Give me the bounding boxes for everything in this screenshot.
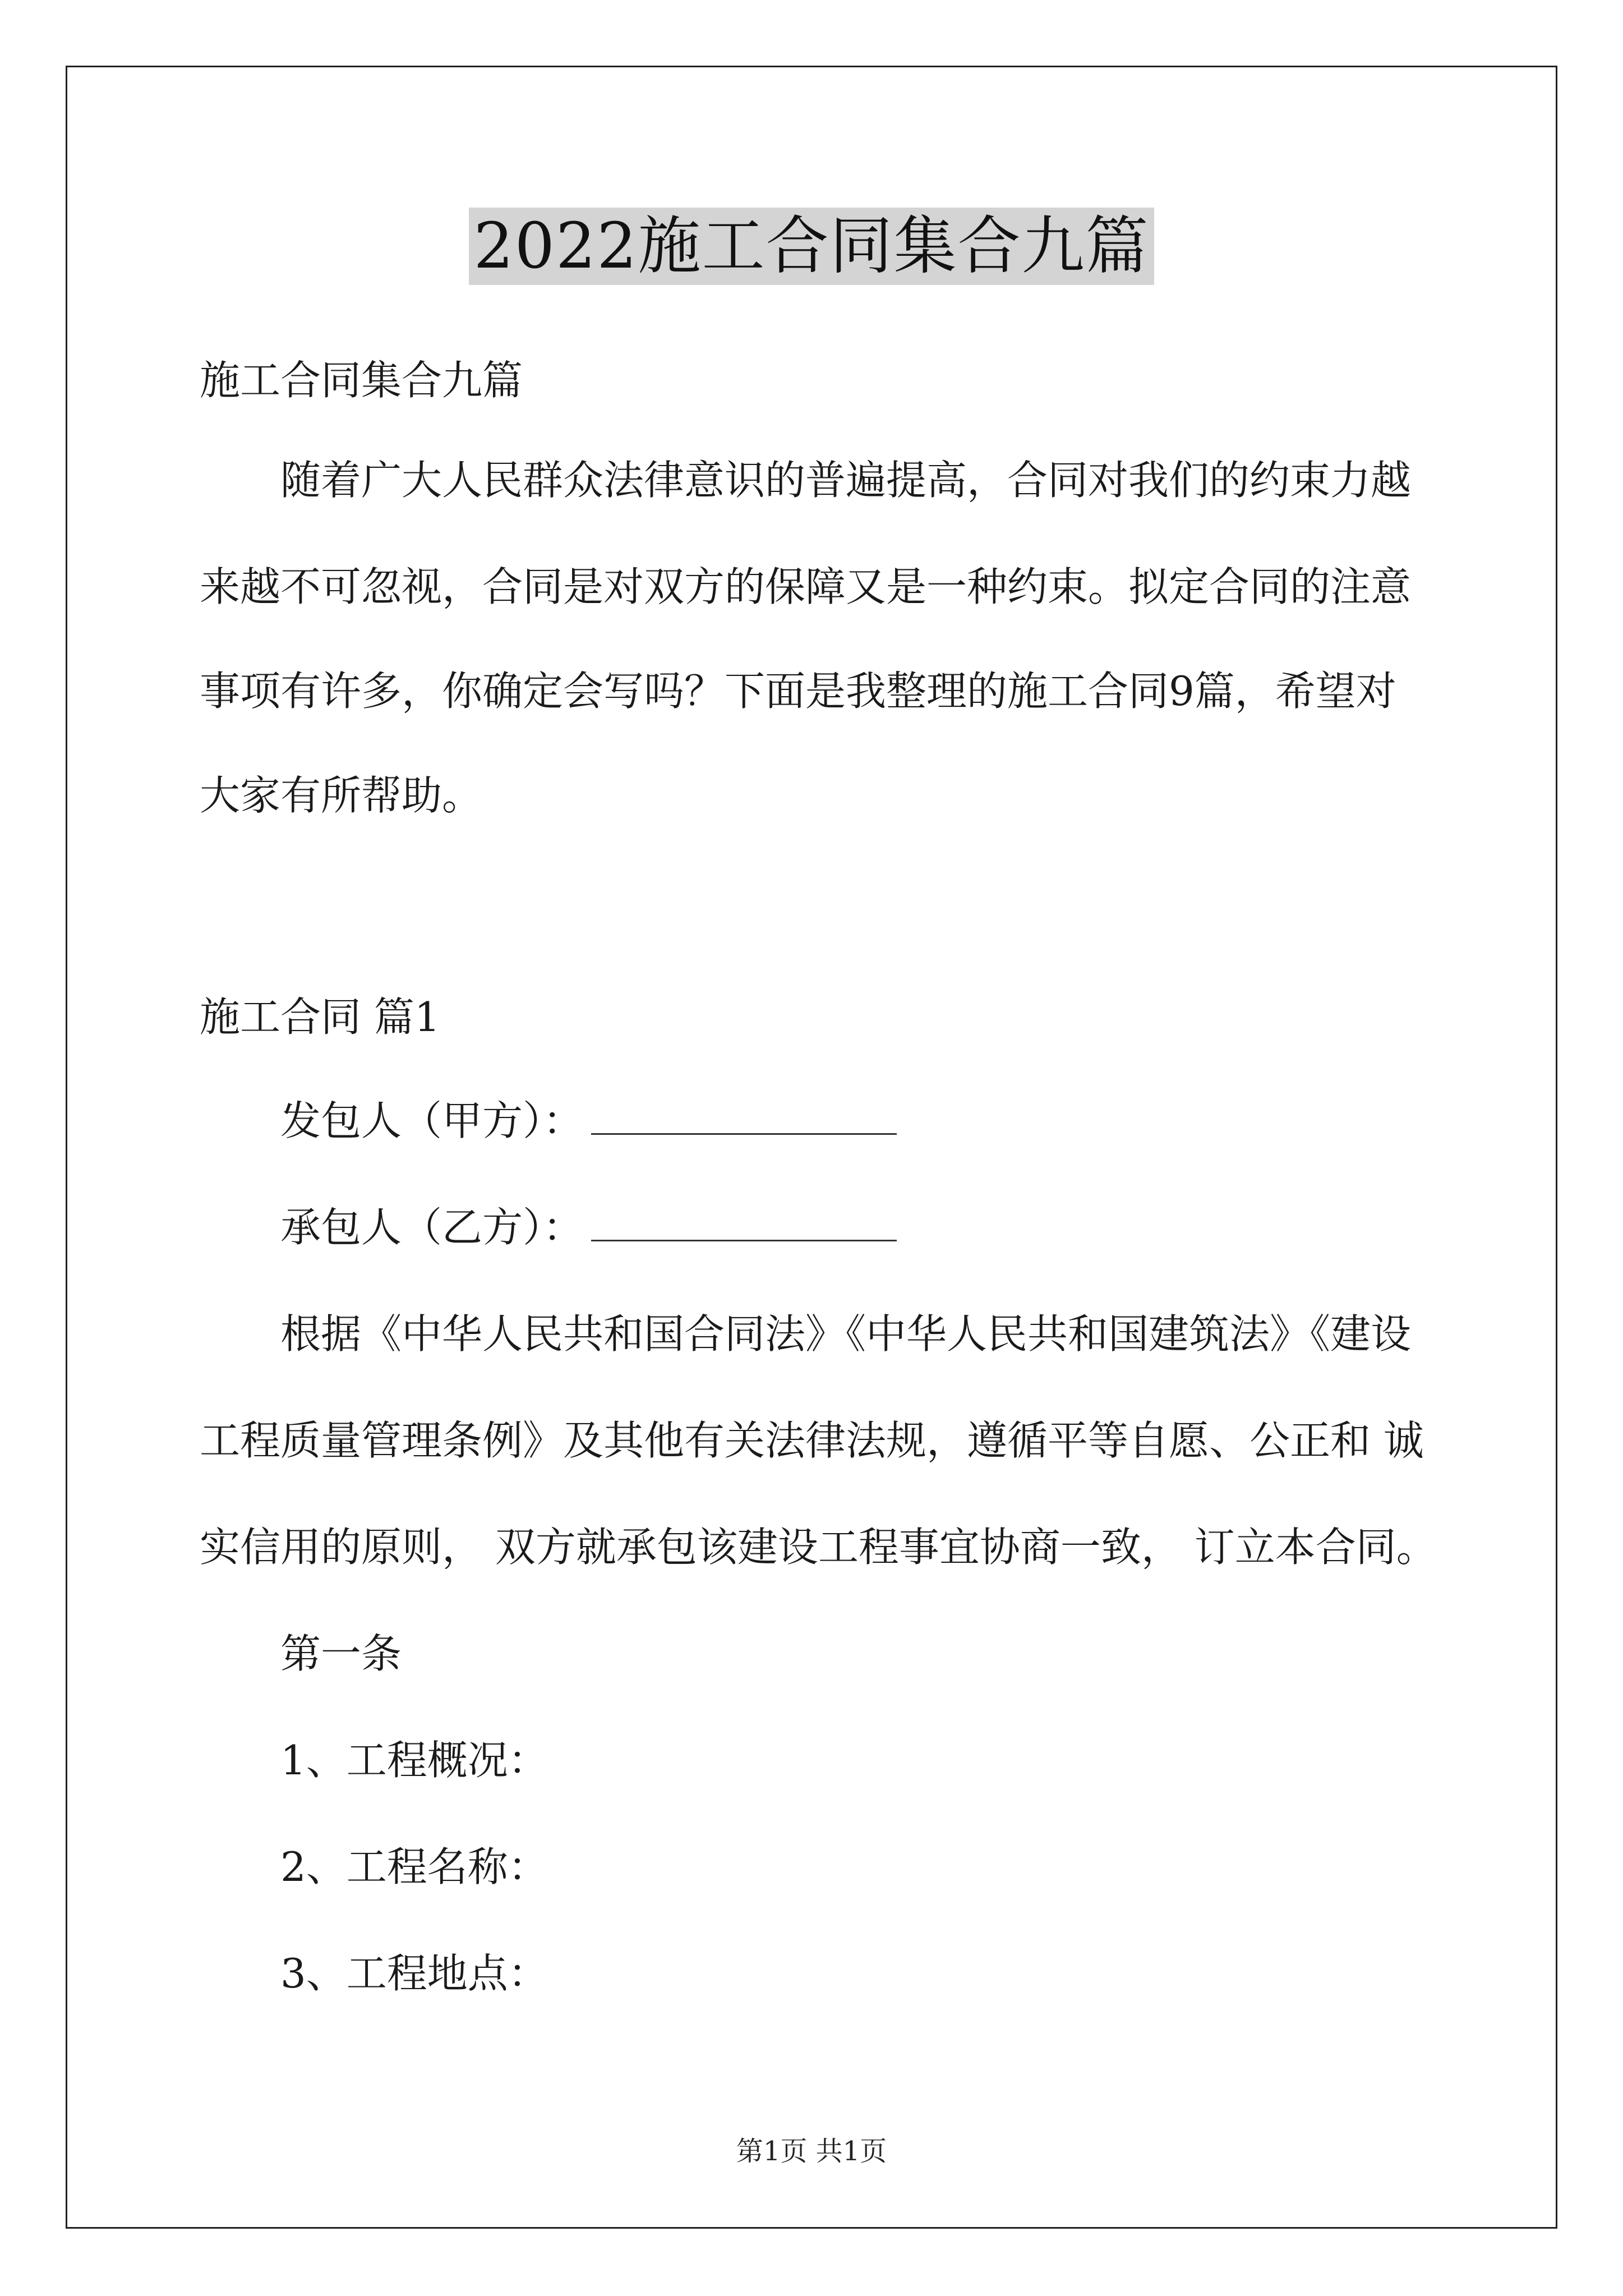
list-item: 1、工程概况： [280,1737,548,1784]
party-a-row [280,1094,897,1148]
list-item: 3、工程地点： [280,1950,548,1997]
party-b-blank-line [591,1206,897,1241]
party-b-row [280,1200,897,1254]
intro-line: 事项有许多，你确定会写吗？下面是我整理的施工合同9篇，希望对 [200,668,1396,715]
intro-line: 大家有所帮助。 [200,772,483,819]
title-container [0,208,1623,285]
list-item: 2、工程名称： [280,1843,548,1890]
intro-line: 随着广大人民群众法律意识的普遍提高，合同对我们的约束力越 [280,457,1412,504]
document-title: 2022施工合同集合九篇 [469,208,1154,285]
basis-line: 根据《中华人民共和国合同法》《中华人民共和国建筑法》《建设 [280,1310,1412,1358]
party-b-label: 承包人（乙方）： [280,1204,584,1251]
section-heading: 施工合同 篇1 [200,993,440,1041]
party-a-blank-line [591,1099,897,1135]
page-footer: 第1页 共1页 [736,2136,887,2167]
basis-line: 实信用的原则， 双方就承包该建设工程事宜协商一致， 订立本合同。 [200,1524,1437,1571]
basis-line: 工程质量管理条例》及其他有关法律法规，遵循平等自愿、公正和 诚 [200,1417,1424,1464]
document-subtitle: 施工合同集合九篇 [200,357,523,404]
party-a-label: 发包人（甲方）： [280,1097,584,1144]
intro-line: 来越不可忽视，合同是对双方的保障又是一种约束。拟定合同的注意 [200,563,1412,610]
article-heading: 第一条 [280,1630,402,1677]
